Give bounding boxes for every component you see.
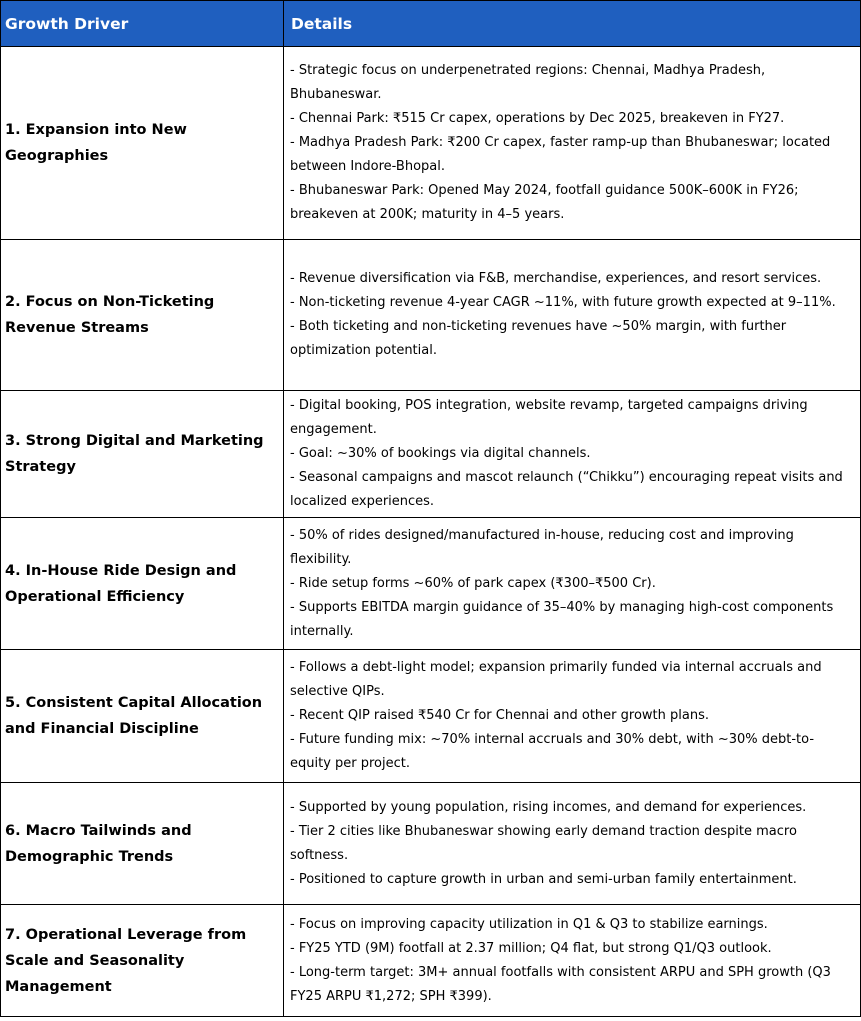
details-cell	[284, 47, 861, 240]
detail-line: - Long-term target: 3M+ annual footfalls with consistent ARPU and SPH growth (Q3 FY25 ARPU ₹1,272; SPH ₹399).	[290, 964, 831, 1004]
table-row	[1, 650, 861, 783]
table-row	[1, 518, 861, 650]
detail-line: - Recent QIP raised ₹540 Cr for Chennai and other growth plans.	[290, 708, 709, 723]
details-cell	[284, 650, 861, 783]
detail-line: - 50% of rides designed/manufactured in-house, reducing cost and improving flexibility.	[290, 527, 794, 567]
growth-driver-cell: 5. Consistent Capital Allocation and Financial Discipline	[1, 650, 284, 783]
detail-line: - Bhubaneswar Park: Opened May 2024, footfall guidance 500K–600K in FY26; breakeven at 200K; maturity in 4–5 years.	[290, 183, 799, 222]
details-cell	[284, 905, 861, 1017]
table-header-row	[1, 1, 861, 47]
details-cell	[284, 783, 861, 905]
detail-line: - Digital booking, POS integration, website revamp, targeted campaigns driving engagement.	[290, 398, 808, 437]
detail-line: - Madhya Pradesh Park: ₹200 Cr capex, faster ramp-up than Bhubaneswar; located between Indore-Bhopal.	[290, 135, 831, 174]
table-row	[1, 391, 861, 518]
detail-line: - Follows a debt-light model; expansion primarily funded via internal accruals and selective QIPs.	[290, 660, 822, 699]
growth-driver-cell: 6. Macro Tailwinds and Demographic Trends	[1, 783, 284, 905]
table-row	[1, 240, 861, 391]
detail-line: - Non-ticketing revenue 4-year CAGR ~11%, with future growth expected at 9–11%.	[290, 295, 836, 310]
details-cell	[284, 240, 861, 391]
header-details: Details	[284, 1, 861, 47]
detail-line: - Future funding mix: ~70% internal accruals and 30% debt, with ~30% debt-to-equity per project.	[290, 732, 815, 771]
header-growth-driver: Growth Driver	[1, 1, 284, 47]
detail-line: - Chennai Park: ₹515 Cr capex, operations by Dec 2025, breakeven in FY27.	[290, 111, 785, 126]
detail-line: - Tier 2 cities like Bhubaneswar showing early demand traction despite macro softness.	[290, 823, 797, 863]
growth-driver-cell: 2. Focus on Non-Ticketing Revenue Streams	[1, 240, 284, 391]
detail-line: - Revenue diversification via F&B, merchandise, experiences, and resort services.	[290, 271, 822, 286]
table-row	[1, 905, 861, 1017]
detail-line: - Goal: ~30% of bookings via digital channels.	[290, 446, 591, 461]
detail-line: - Both ticketing and non-ticketing revenues have ~50% margin, with further optimization potential.	[290, 319, 787, 358]
table-row	[1, 47, 861, 240]
detail-line: - Focus on improving capacity utilization in Q1 & Q3 to stabilize earnings.	[290, 916, 768, 932]
detail-line: - Ride setup forms ~60% of park capex (₹300–₹500 Cr).	[290, 575, 656, 591]
detail-line: - Seasonal campaigns and mascot relaunch (“Chikku”) encouraging repeat visits and localized experiences.	[290, 470, 843, 509]
details-cell	[284, 518, 861, 650]
growth-driver-cell: 4. In-House Ride Design and Operational Efficiency	[1, 518, 284, 650]
table-row	[1, 783, 861, 905]
detail-line: - Supports EBITDA margin guidance of 35–40% by managing high-cost components internally.	[290, 599, 834, 639]
growth-driver-cell: 3. Strong Digital and Marketing Strategy	[1, 391, 284, 518]
growth-driver-cell: 7. Operational Leverage from Scale and Seasonality Management	[1, 905, 284, 1017]
growth-driver-cell: 1. Expansion into New Geographies	[1, 47, 284, 240]
detail-line: - FY25 YTD (9M) footfall at 2.37 million; Q4 flat, but strong Q1/Q3 outlook.	[290, 940, 772, 956]
details-cell	[284, 391, 861, 518]
detail-line: - Supported by young population, rising incomes, and demand for experiences.	[290, 799, 807, 815]
detail-line: - Strategic focus on underpenetrated regions: Chennai, Madhya Pradesh, Bhubaneswar.	[290, 63, 766, 102]
detail-line: - Positioned to capture growth in urban and semi-urban family entertainment.	[290, 871, 797, 887]
